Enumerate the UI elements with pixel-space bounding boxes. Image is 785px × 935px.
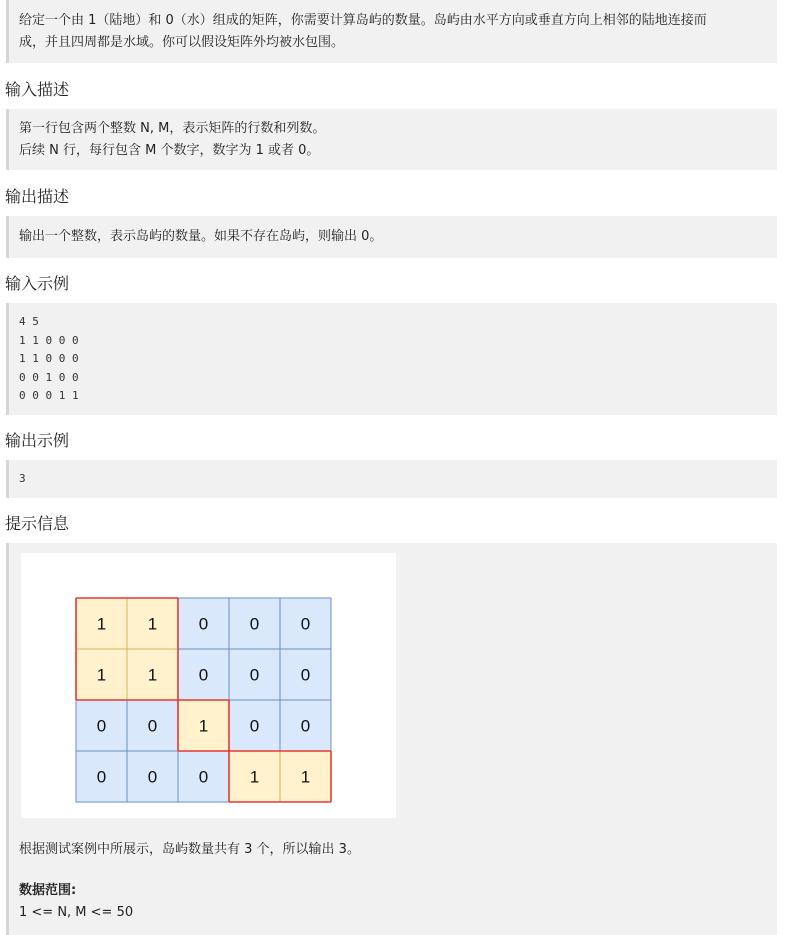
problem-description-block xyxy=(6,0,777,63)
grid-cell-value: 0 xyxy=(300,665,311,685)
input-example-line: 0 0 0 1 1 xyxy=(19,389,79,402)
grid-cell-value: 0 xyxy=(300,716,311,736)
output-description-block xyxy=(6,216,777,258)
grid-cell-value: 0 xyxy=(249,665,260,685)
island-grid-figure xyxy=(21,553,396,818)
grid-cell-value: 0 xyxy=(198,614,209,634)
input-example-block xyxy=(6,303,777,415)
input-example-code xyxy=(9,303,777,406)
output-description-line-1: 输出一个整数，表示岛屿的数量。如果不存在岛屿，则输出 0。 xyxy=(19,229,383,244)
grid-cell-value: 1 xyxy=(96,665,107,685)
output-example-block xyxy=(6,460,777,498)
grid-cell-value: 0 xyxy=(147,767,158,787)
output-description-heading: 输出描述 xyxy=(5,187,70,206)
output-example-line: 3 xyxy=(19,472,26,485)
problem-description-text xyxy=(9,0,777,54)
grid-cell-value: 1 xyxy=(147,665,158,685)
grid-cell-value: 0 xyxy=(198,767,209,787)
grid-cell-value: 0 xyxy=(300,614,311,634)
output-example-code xyxy=(9,460,777,489)
data-range-label: 数据范围: xyxy=(19,883,77,898)
hint-explanation: 根据测试案例中所展示，岛屿数量共有 3 个，所以输出 3。 xyxy=(19,842,360,857)
input-description-heading: 输入描述 xyxy=(5,80,70,99)
grid-cell-value: 1 xyxy=(300,767,311,787)
input-example-line: 1 1 0 0 0 xyxy=(19,333,79,347)
grid-cell-value: 0 xyxy=(249,614,260,634)
hint-block xyxy=(6,543,777,935)
hint-heading: 提示信息 xyxy=(5,514,70,533)
input-description-block xyxy=(6,109,777,170)
input-example-line: 4 5 xyxy=(19,315,39,328)
input-example-heading: 输入示例 xyxy=(5,274,70,293)
grid-cell-value: 0 xyxy=(147,716,158,736)
grid-cell-value: 0 xyxy=(249,716,260,736)
input-example-line: 0 0 1 0 0 xyxy=(19,370,79,384)
input-example-line: 1 1 0 0 0 xyxy=(19,352,79,365)
input-description-line-1: 第一行包含两个整数 N, M，表示矩阵的行数和列数。 xyxy=(19,121,326,136)
grid-cell-value: 1 xyxy=(147,614,158,634)
island-grid-diagram xyxy=(21,553,396,818)
problem-description-line-2: 成，并且四周都是水域。你可以假设矩阵外均被水包围。 xyxy=(19,35,345,50)
grid-cell-value: 1 xyxy=(198,716,209,736)
input-description-line-2: 后续 N 行，每行包含 M 个数字，数字为 1 或者 0。 xyxy=(19,143,320,158)
grid-cell-value: 0 xyxy=(198,665,209,685)
output-example-heading: 输出示例 xyxy=(5,431,70,450)
grid-cell-value: 0 xyxy=(96,716,107,736)
grid-cell-value: 1 xyxy=(96,614,107,634)
grid-cell-value: 0 xyxy=(96,767,107,787)
problem-description-line-1: 给定一个由 1（陆地）和 0（水）组成的矩阵，你需要计算岛屿的数量。岛屿由水平方向或垂直方向上相邻的陆地连接而 xyxy=(19,13,707,28)
data-range-value: 1 <= N, M <= 50 xyxy=(19,905,134,920)
grid-cell-value: 1 xyxy=(249,767,260,787)
